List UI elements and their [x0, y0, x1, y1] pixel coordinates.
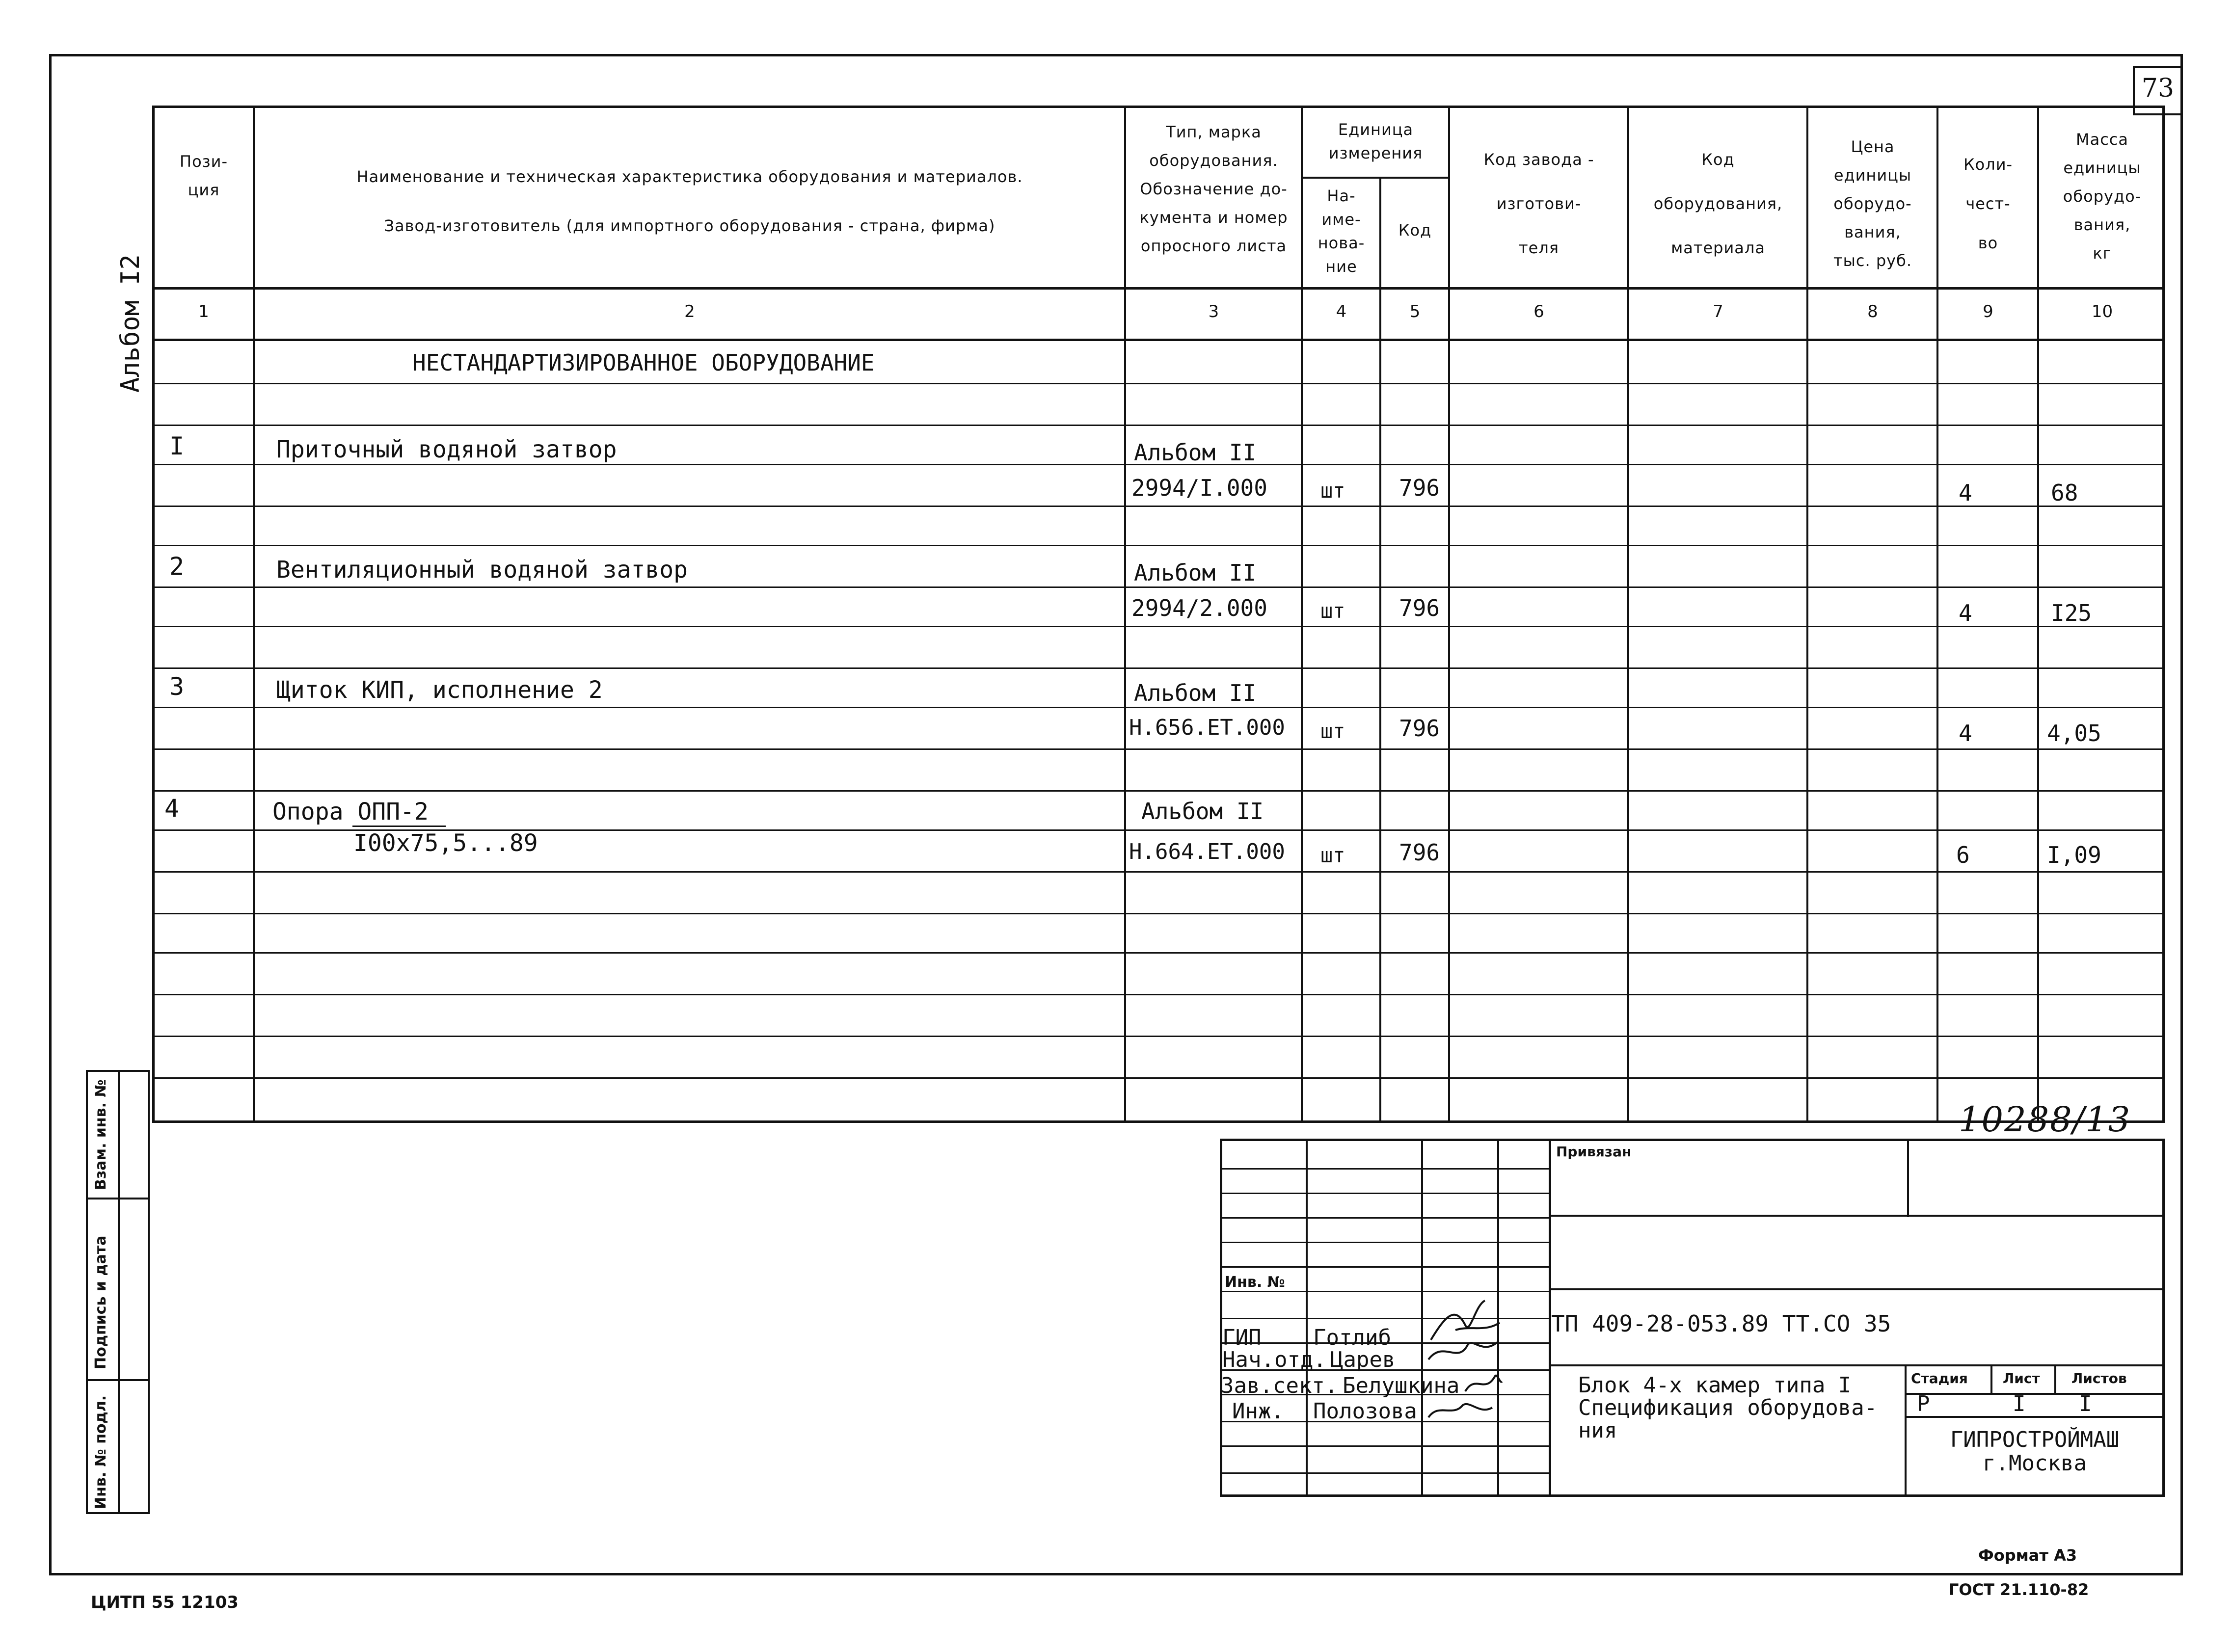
- format-label: Формат А3: [1978, 1546, 2077, 1565]
- item-doc-album: Альбом II: [1134, 560, 1257, 586]
- col-number: 2: [684, 302, 695, 321]
- item-quantity: 6: [1956, 842, 1970, 868]
- col-number: 1: [198, 302, 209, 321]
- item-unit: шт: [1320, 479, 1345, 503]
- sheets-label: Листов: [2071, 1370, 2127, 1386]
- item-doc-number: Н.656.ЕТ.000: [1129, 715, 1285, 740]
- header-position: Пози- ция: [180, 152, 228, 199]
- col-number: 8: [1867, 302, 1878, 321]
- header-quantity: Коли- чест- во: [1963, 155, 2013, 252]
- header-type: Тип, марка оборудования. Обозначение до- кумента и номер опросного листа: [1139, 123, 1288, 255]
- privyazan-label: Привязан: [1556, 1144, 1632, 1160]
- col-number: 9: [1983, 302, 1993, 321]
- item-name-underline: [352, 826, 446, 827]
- header-unit-code: Код: [1398, 221, 1432, 240]
- col-number: 10: [2091, 302, 2113, 321]
- page-number: 73: [2141, 74, 2175, 103]
- sheet-value: I: [2013, 1391, 2026, 1416]
- handwritten-number: 10288/13: [1959, 1099, 2131, 1140]
- item-unit-code: 796: [1399, 475, 1440, 501]
- col-number: 3: [1208, 302, 1219, 321]
- header-name: Наименование и техническая характеристика оборудования и материалов. Завод-изготовитель (для импортного оборудования - страна, фирма): [356, 167, 1023, 235]
- item-doc-number: 2994/I.000: [1131, 475, 1267, 501]
- organization: ГИПРОСТРОЙМАШ г.Москва: [1950, 1427, 2120, 1476]
- item-mass: I,09: [2047, 842, 2101, 868]
- item-position: I: [169, 432, 185, 460]
- stage-label: Стадия: [1911, 1370, 1968, 1386]
- name-gip: Готлиб: [1313, 1325, 1391, 1350]
- doc-code: ТП 409-28-053.89 ТТ.СО 35: [1551, 1310, 1891, 1337]
- item-quantity: 4: [1959, 600, 1972, 626]
- item-position: 3: [169, 672, 185, 701]
- item-mass: 4,05: [2047, 720, 2101, 746]
- signature-inzh-icon: [1424, 1398, 1497, 1422]
- item-position: 4: [164, 794, 180, 823]
- sheet-label: Лист: [2003, 1370, 2040, 1386]
- item-doc-album: Альбом II: [1134, 680, 1257, 706]
- role-zav-sekt: Зав.сект.: [1221, 1373, 1338, 1398]
- item-name-size: I00х75,5...89: [353, 829, 538, 857]
- name-inzh: Полозова: [1313, 1399, 1417, 1424]
- role-gip: ГИП: [1222, 1325, 1262, 1350]
- header-unit-name: На- име- нова- ние: [1318, 187, 1365, 276]
- item-position: 2: [169, 552, 185, 581]
- item-doc-number: Н.664.ЕТ.000: [1129, 839, 1285, 864]
- item-doc-album: Альбом II: [1141, 798, 1264, 825]
- item-unit-code: 796: [1399, 839, 1440, 866]
- item-name: Вентиляционный водяной затвор: [276, 556, 688, 584]
- podpis-label: Подпись и дата: [92, 1235, 109, 1369]
- item-mass: 68: [2051, 480, 2078, 506]
- item-mass: I25: [2051, 600, 2092, 626]
- name-nach-otd: Царев: [1330, 1347, 1396, 1372]
- col-number: 5: [1409, 302, 1421, 321]
- header-price: Цена единицы оборудо- вания, тыс. руб.: [1833, 137, 1912, 270]
- header-mass: Масса единицы оборудо- вания, кг: [2063, 130, 2142, 263]
- sheet-description: Блок 4-х камер типа I Спецификация оборудова- ния: [1578, 1373, 1878, 1443]
- header-equipment-code: Код оборудования, материала: [1653, 150, 1783, 257]
- item-unit: шт: [1320, 599, 1345, 623]
- sheets-value: I: [2079, 1391, 2092, 1416]
- footer-code: ЦИТП 55 12103: [91, 1593, 239, 1612]
- item-name: Опора ОПП-2: [272, 798, 429, 826]
- signature-zav-sekt-icon: [1460, 1369, 1505, 1399]
- header-factory-code: Код завода - изготови- теля: [1483, 150, 1594, 257]
- item-doc-number: 2994/2.000: [1131, 595, 1267, 621]
- inv-podl-label: Инв. № подл.: [92, 1395, 109, 1509]
- item-unit: шт: [1320, 719, 1345, 743]
- name-zav-sekt: Белушкина: [1343, 1373, 1460, 1398]
- signature-nach-otd-icon: [1424, 1335, 1502, 1369]
- section-title: НЕСТАНДАРТИЗИРОВАННОЕ ОБОРУДОВАНИЕ: [412, 349, 875, 376]
- item-unit-code: 796: [1399, 595, 1440, 621]
- item-doc-album: Альбом II: [1134, 439, 1257, 466]
- vzam-inv-label: Взам. инв. №: [92, 1079, 109, 1190]
- role-inzh: Инж.: [1232, 1399, 1284, 1424]
- item-unit-code: 796: [1399, 715, 1440, 742]
- inv-no-label: Инв. №: [1225, 1274, 1285, 1291]
- item-quantity: 4: [1959, 480, 1972, 506]
- stage-value: Р: [1917, 1391, 1930, 1416]
- side-label: Альбом I2: [116, 254, 145, 393]
- item-name: Щиток КИП, исполнение 2: [276, 676, 603, 704]
- item-unit: шт: [1320, 843, 1345, 867]
- role-nach-otd: Нач.отд.: [1222, 1347, 1326, 1372]
- header-unit: Единица измерения: [1328, 120, 1423, 162]
- col-number: 4: [1336, 302, 1347, 321]
- col-number: 7: [1713, 302, 1723, 321]
- item-quantity: 4: [1959, 720, 1972, 746]
- col-number: 6: [1533, 302, 1544, 321]
- gost-label: ГОСТ 21.110-82: [1949, 1580, 2089, 1599]
- item-name: Приточный водяной затвор: [276, 436, 617, 463]
